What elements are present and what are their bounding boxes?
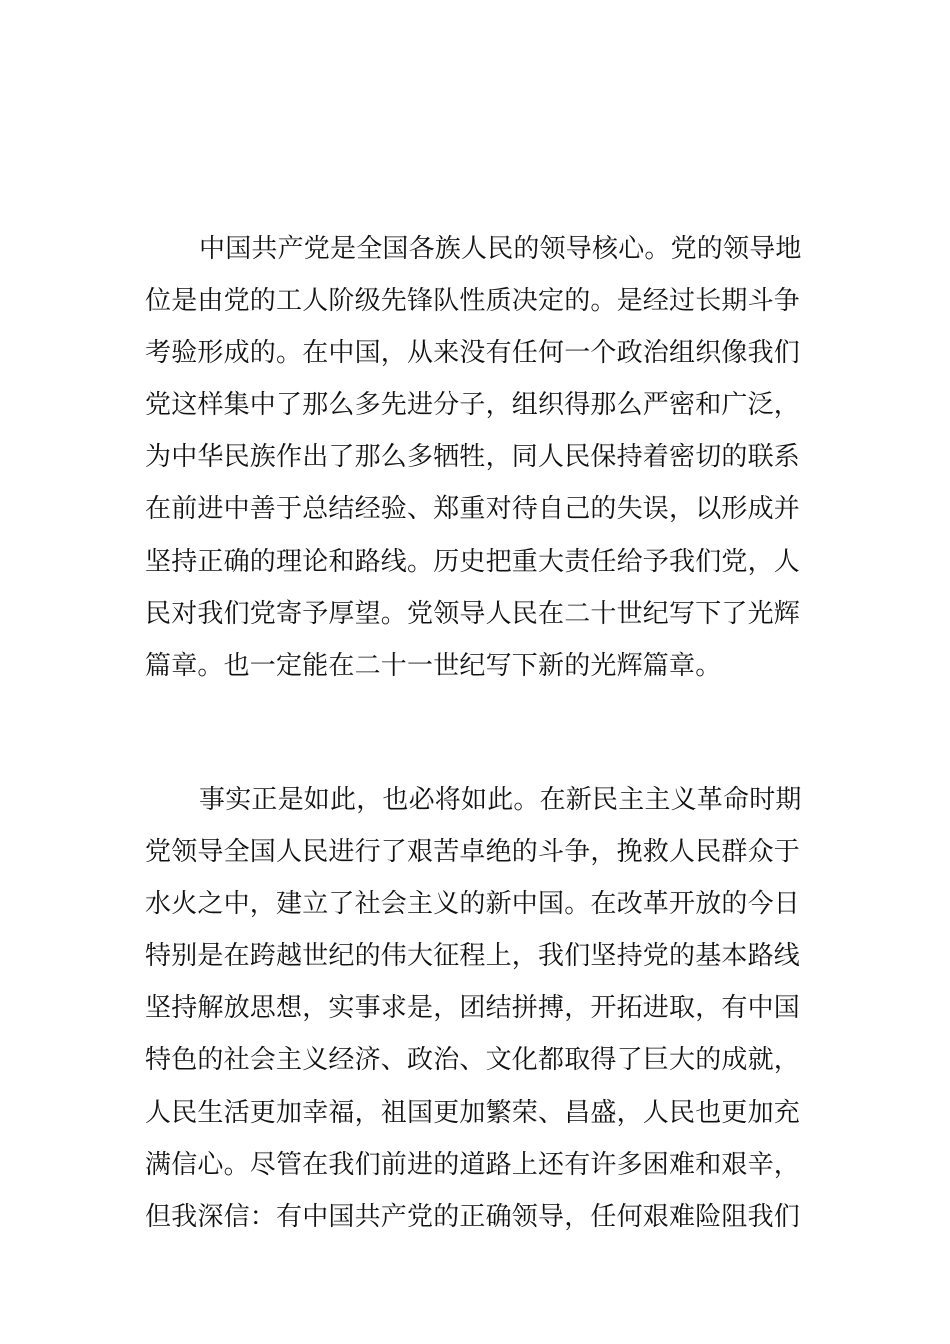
text-line: 在前进中善于总结经验、郑重对待自己的失误，以形成并 (145, 494, 801, 525)
text-line: 为中华民族作出了那么多牺牲，同人民保持着密切的联系 (145, 442, 801, 473)
text-line: 水火之中，建立了社会主义的新中国。在改革开放的今日 (145, 889, 801, 920)
text-line: 民对我们党寄予厚望。党领导人民在二十世纪写下了光辉 (145, 598, 801, 629)
text-line: 人民生活更加幸福，祖国更加繁荣、昌盛，人民也更加充 (145, 1097, 801, 1128)
text-line: 党领导全国人民进行了艰苦卓绝的斗争，挽救人民群众于 (145, 837, 801, 868)
text-line: 特别是在跨越世纪的伟大征程上，我们坚持党的基本路线 (145, 941, 801, 972)
text-line: 坚持解放思想，实事求是，团结拼搏，开拓进取，有中国 (145, 993, 801, 1024)
text-line: 考验形成的。在中国，从来没有任何一个政治组织像我们 (145, 338, 801, 369)
text-line: 位是由党的工人阶级先锋队性质决定的。是经过长期斗争 (145, 286, 801, 317)
text-line: 事实正是如此，也必将如此。在新民主主义革命时期 (199, 785, 802, 815)
text-line: 满信心。尽管在我们前进的道路上还有许多困难和艰辛， (145, 1149, 801, 1180)
paragraph-2 (145, 774, 810, 1243)
text-line: 坚持正确的理论和路线。历史把重大责任给予我们党，人 (145, 546, 801, 577)
paragraph-1 (145, 223, 810, 692)
text-line: 中国共产党是全国各族人民的领导核心。党的领导地 (199, 234, 802, 264)
text-line: 特色的社会主义经济、政治、文化都取得了巨大的成就， (145, 1045, 801, 1076)
text-line: 篇章。也一定能在二十一世纪写下新的光辉篇章。 (145, 650, 722, 681)
text-line: 党这样集中了那么多先进分子，组织得那么严密和广泛， (145, 390, 801, 421)
text-line: 但我深信：有中国共产党的正确领导，任何艰难险阻我们 (145, 1201, 801, 1232)
